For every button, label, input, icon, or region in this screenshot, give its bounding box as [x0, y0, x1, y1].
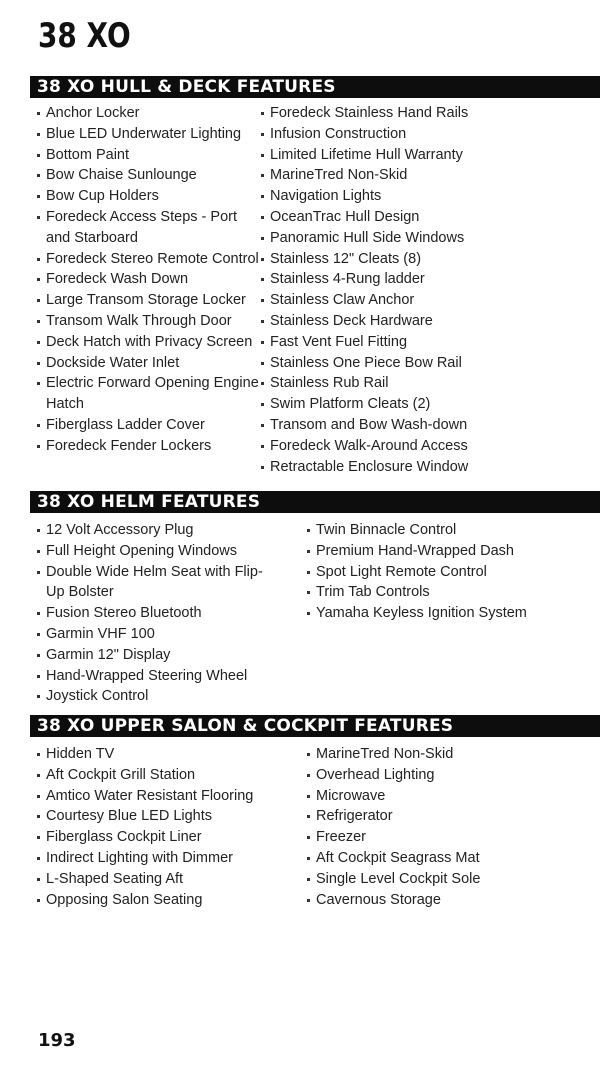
hull-deck-list-right: [261, 103, 521, 477]
list-item: Transom and Bow Wash-down: [261, 415, 521, 436]
list-item: OceanTrac Hull Design: [261, 207, 521, 228]
list-item: Courtesy Blue LED Lights: [37, 806, 297, 827]
list-item: Cavernous Storage: [307, 890, 567, 911]
list-item: Bow Chaise Sunlounge: [37, 165, 262, 186]
list-item: Stainless Rub Rail: [261, 373, 521, 394]
list-item: Premium Hand-Wrapped Dash: [307, 541, 567, 562]
helm-list-right: [307, 520, 567, 624]
list-item: Fiberglass Ladder Cover: [37, 415, 262, 436]
list-item: Fusion Stereo Bluetooth: [37, 603, 277, 624]
list-item: Deck Hatch with Privacy Screen: [37, 332, 262, 353]
page-number: 193: [38, 1030, 76, 1051]
list-item: Single Level Cockpit Sole: [307, 869, 567, 890]
list-item: Garmin 12" Display: [37, 645, 277, 666]
list-item: Navigation Lights: [261, 186, 521, 207]
upper-salon-list-right: [307, 744, 567, 910]
section-heading-hull-deck: 38 XO HULL & DECK FEATURES: [30, 76, 600, 98]
list-item: Garmin VHF 100: [37, 624, 277, 645]
list-item: Limited Lifetime Hull Warranty: [261, 145, 521, 166]
list-item: Trim Tab Controls: [307, 582, 567, 603]
list-item: Foredeck Access Steps - Port and Starboard: [37, 207, 262, 249]
list-item: Stainless 12" Cleats (8): [261, 249, 521, 270]
list-item: Foredeck Stainless Hand Rails: [261, 103, 521, 124]
list-item: Amtico Water Resistant Flooring: [37, 786, 297, 807]
list-item: Yamaha Keyless Ignition System: [307, 603, 567, 624]
helm-list-left: [37, 520, 277, 707]
list-item: Aft Cockpit Grill Station: [37, 765, 297, 786]
list-item: Bow Cup Holders: [37, 186, 262, 207]
list-item: Stainless One Piece Bow Rail: [261, 353, 521, 374]
list-item: Opposing Salon Seating: [37, 890, 297, 911]
list-item: Infusion Construction: [261, 124, 521, 145]
list-item: Bottom Paint: [37, 145, 262, 166]
list-item: MarineTred Non-Skid: [307, 744, 567, 765]
list-item: Large Transom Storage Locker: [37, 290, 262, 311]
list-item: Overhead Lighting: [307, 765, 567, 786]
section-heading-upper-salon-cockpit: 38 XO UPPER SALON & COCKPIT FEATURES: [30, 715, 600, 737]
list-item: Twin Binnacle Control: [307, 520, 567, 541]
list-item: 12 Volt Accessory Plug: [37, 520, 277, 541]
list-item: Hidden TV: [37, 744, 297, 765]
list-item: Panoramic Hull Side Windows: [261, 228, 521, 249]
section-heading-helm: 38 XO HELM FEATURES: [30, 491, 600, 513]
hull-deck-list-left: [37, 103, 262, 457]
list-item: Double Wide Helm Seat with Flip-Up Bolster: [37, 562, 277, 604]
list-item: Electric Forward Opening Engine Hatch: [37, 373, 262, 415]
list-item: Refrigerator: [307, 806, 567, 827]
page-title: 38 XO: [38, 16, 131, 56]
list-item: Full Height Opening Windows: [37, 541, 277, 562]
list-item: Blue LED Underwater Lighting: [37, 124, 262, 145]
list-item: Fast Vent Fuel Fitting: [261, 332, 521, 353]
list-item: Indirect Lighting with Dimmer: [37, 848, 297, 869]
list-item: Transom Walk Through Door: [37, 311, 262, 332]
upper-salon-list-left: [37, 744, 297, 910]
list-item: Foredeck Stereo Remote Control: [37, 249, 262, 270]
list-item: Stainless Deck Hardware: [261, 311, 521, 332]
list-item: Freezer: [307, 827, 567, 848]
list-item: Stainless Claw Anchor: [261, 290, 521, 311]
list-item: Aft Cockpit Seagrass Mat: [307, 848, 567, 869]
list-item: Retractable Enclosure Window: [261, 457, 521, 478]
list-item: Joystick Control: [37, 686, 277, 707]
list-item: Foredeck Wash Down: [37, 269, 262, 290]
list-item: MarineTred Non-Skid: [261, 165, 521, 186]
list-item: Spot Light Remote Control: [307, 562, 567, 583]
list-item: Microwave: [307, 786, 567, 807]
list-item: Anchor Locker: [37, 103, 262, 124]
list-item: Dockside Water Inlet: [37, 353, 262, 374]
list-item: Foredeck Walk-Around Access: [261, 436, 521, 457]
list-item: Stainless 4-Rung ladder: [261, 269, 521, 290]
list-item: L-Shaped Seating Aft: [37, 869, 297, 890]
list-item: Foredeck Fender Lockers: [37, 436, 262, 457]
list-item: Hand-Wrapped Steering Wheel: [37, 666, 277, 687]
list-item: Swim Platform Cleats (2): [261, 394, 521, 415]
list-item: Fiberglass Cockpit Liner: [37, 827, 297, 848]
